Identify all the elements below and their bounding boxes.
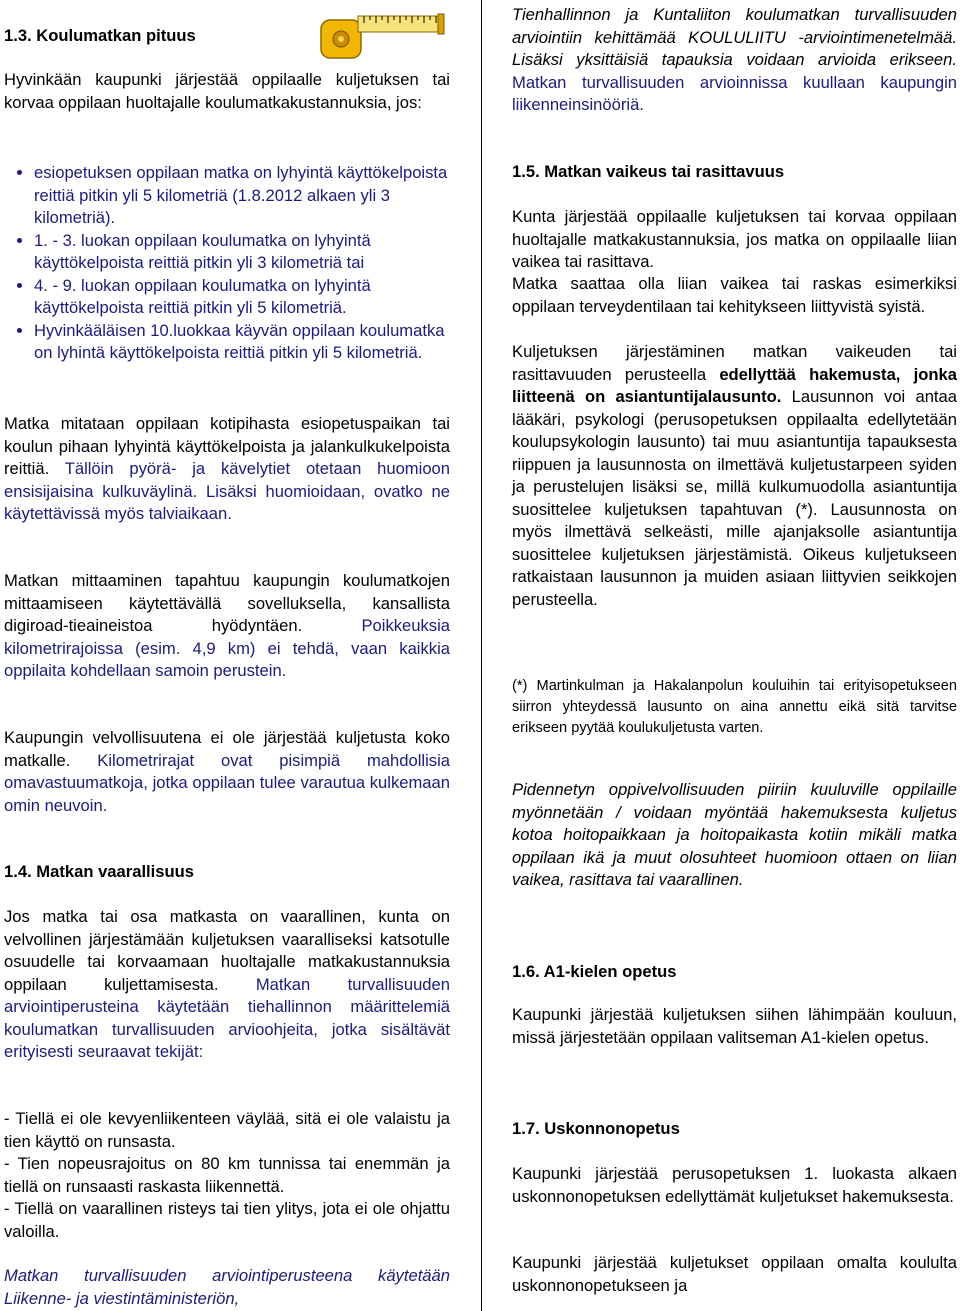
difficulty-paragraph-3 xyxy=(512,341,957,611)
difficulty-text: Kuljetuksen järjestäminen matkan vaikeuden tai rasittavuuden perusteella xyxy=(512,342,957,384)
criteria-list xyxy=(4,162,450,365)
column-divider xyxy=(481,0,482,1311)
app-text: Matkan mittaaminen tapahtuu kaupungin koulumatkojen mittaamiseen käytettävällä sovelluksella, kansallista digiroad-tieaineistoa hyödyntäen. xyxy=(4,571,450,635)
measure-text: Matka mitataan oppilaan kotipihasta esiopetuspaikan tai koulun pihaan lyhyintä käyttökelpoista ja jalankulkukelpoista reittiä. xyxy=(4,414,450,478)
list-item: • esiopetuksen oppilaan matka on lyhyintä käyttökelpoista reittiä pitkin yli 5 kilometriä (1.8.2012 alkaen yli 3 kilometriä). xyxy=(34,162,450,230)
heading-1-5: 1.5. Matkan vaikeus tai rasittavuus xyxy=(512,162,785,181)
italic-bottom-paragraph: Matkan turvallisuuden arviointiperusteena käytetään Liikenne- ja viestintäministeriön, xyxy=(4,1266,450,1308)
difficulty-text-rest: Lausunnon voi antaa lääkäri, psykologi (perusopetuksen oppilaalta edellytetään koulupsykologin lausunto) tai muu asiantuntija tapauksesta riippuen ja lausunnosta on ilmettävä kuljetustarpeen syiden ja perustelujen lisäksi se, millä kulkumuodolla asiantuntija suosittelee kuljetuksen tapahtuvan (*). Lausunnosta on myös ilmettävä selkeästi, mille ajanjaksolle asiantuntija suosittelee kuljetuksen järjestämistä. Oikeus kuljetukseen ratkaistaan lausunnon ja muiden asiaan liittyvien seikkojen perusteella. xyxy=(512,387,958,609)
difficulty-paragraph-1: Kunta järjestää oppilaalle kuljetuksen tai korvaa oppilaan huoltajalle matkakustannuksia, jos matka on oppilaalle liian vaikea tai rasittava. xyxy=(512,207,957,271)
duty-paragraph xyxy=(4,727,450,817)
app-paragraph xyxy=(4,570,450,683)
heading-1-6: 1.6. A1-kielen opetus xyxy=(512,962,677,981)
list-item: • 1. - 3. luokan oppilaan koulumatka on lyhyintä käyttökelpoista reittiä pitkin yli 3 kilometriä tai xyxy=(34,230,450,275)
religion-paragraph-1: Kaupunki järjestää perusopetuksen 1. luokasta alkaen uskonnonopetuksen edellyttämät kuljetukset hakemuksesta. xyxy=(512,1164,957,1206)
footnote-paragraph: (*) Martinkulman ja Hakalanpolun kouluihin tai erityisopetukseen siirron yhteydessä lausunto on aina annettu eikä sitä tarvitse erikseen pyytää koulukuljetusta varten. xyxy=(512,678,957,736)
heading-1-4: 1.4. Matkan vaarallisuus xyxy=(4,862,195,881)
top-paragraph xyxy=(512,4,957,117)
danger-paragraph xyxy=(4,906,450,1064)
heading-1-7: 1.7. Uskonnonopetus xyxy=(512,1119,680,1138)
difficulty-text-bold: edellyttää hakemusta, jonka liitteenä on asiantuntijalausunto. xyxy=(512,364,958,406)
heading-1-3: 1.3. Koulumatkan pituus xyxy=(4,26,196,45)
intro-paragraph: Hyvinkään kaupunki järjestää oppilaalle kuljetuksen tai korvaa oppilaan huoltajalle koulumatkakustannuksia, jos: xyxy=(4,70,450,112)
religion-paragraph-2: Kaupunki järjestää kuljetukset oppilaan omalta koululta uskonnonopetukseen ja xyxy=(512,1253,957,1295)
top-text-blue: Matkan turvallisuuden arvioinnissa kuullaan kaupungin liikenneinsinööriä. xyxy=(512,72,957,114)
factor-item: - Tiellä on vaarallinen risteys tai tien ylitys, jota ei ole ohjattu valoilla. xyxy=(4,1199,450,1241)
factor-item: - Tiellä ei ole kevyenliikenteen väylää, sitä ei ole valaistu ja tien käyttö on runsasta. xyxy=(4,1109,450,1151)
factor-item: - Tien nopeusrajoitus on 80 km tunnissa tai enemmän ja tiellä on runsaasti raskasta liikennettä. xyxy=(4,1154,450,1196)
app-text-blue: Poikkeuksia kilometrirajoissa (esim. 4,9 km) ei tehdä, vaan kaikkia oppilaita kohdellaan samoin perustein. xyxy=(4,616,451,680)
italic-care-paragraph: Pidennetyn oppivelvollisuuden piiriin kuuluville oppilaille myönnetään / voidaan myöntää hakemuksesta kuljetus kotoa hoitopaikkaan ja hoitopaikasta kotiin mikäli matka oppilaan ikä ja muut olosuhteet huomioon ottaen on liian vaikea, rasittava tai vaarallinen. xyxy=(512,780,957,889)
measure-paragraph xyxy=(4,413,450,526)
duty-text: Kaupungin velvollisuutena ei ole järjestää kuljetusta koko matkalle. xyxy=(4,728,450,770)
danger-text: Jos matka tai osa matkasta on vaarallinen, kunta on velvollinen järjestämään kuljetuksen vaaralliseksi katsotulle osuudelle tai korvaamaan huoltajalle matkakustannuksia oppilaan kuljettamisesta. xyxy=(4,907,450,994)
list-item: • 4. - 9. luokan oppilaan koulumatka on lyhyintä käyttökelpoista reittiä pitkin yli 5 kilometriä. xyxy=(34,275,450,320)
top-text-italic: Tienhallinnon ja Kuntaliiton koulumatkan turvallisuuden arviointiin kehittämää KOULULIITU -arviointimenetelmää. Lisäksi yksittäisiä tapauksia voidaan arvioida erikseen. xyxy=(512,5,957,69)
difficulty-paragraph-2: Matka saattaa olla liian vaikea tai raskas esimerkiksi oppilaan terveydentilaan tai kehitykseen liittyvistä syistä. xyxy=(512,274,957,316)
measure-text-blue: Tällöin pyörä- ja kävelytiet otetaan huomioon ensisijaisina kulkuväylinä. Lisäksi huomioidaan, ovatko ne käytettävissä myös talviaikaan. xyxy=(4,459,450,523)
a1-paragraph: Kaupunki järjestää kuljetuksen siihen lähimpään kouluun, missä järjestetään oppilaan valitseman A1-kielen opetus. xyxy=(512,1005,957,1047)
list-item: • Hyvinkääläisen 10.luokkaa käyvän oppilaan koulumatka on lyhintä käyttökelpoista reittiä pitkin yli 5 kilometriä. xyxy=(34,320,450,365)
danger-text-blue: Matkan turvallisuuden arviointiperusteina käytetään tiehallinnon määrittelemiä koulumatkan turvallisuuden arvioohjeita, jotka sisältävät erityisesti seuraavat tekijät: xyxy=(4,974,450,1061)
danger-factors xyxy=(4,1108,450,1243)
measuring-tape-icon xyxy=(318,8,446,64)
duty-text-blue: Kilometrirajat ovat pisimpiä mahdollisia omavastuumatkoja, jotka oppilaan tulee varautua kulkemaan omin neuvoin. xyxy=(4,750,450,815)
